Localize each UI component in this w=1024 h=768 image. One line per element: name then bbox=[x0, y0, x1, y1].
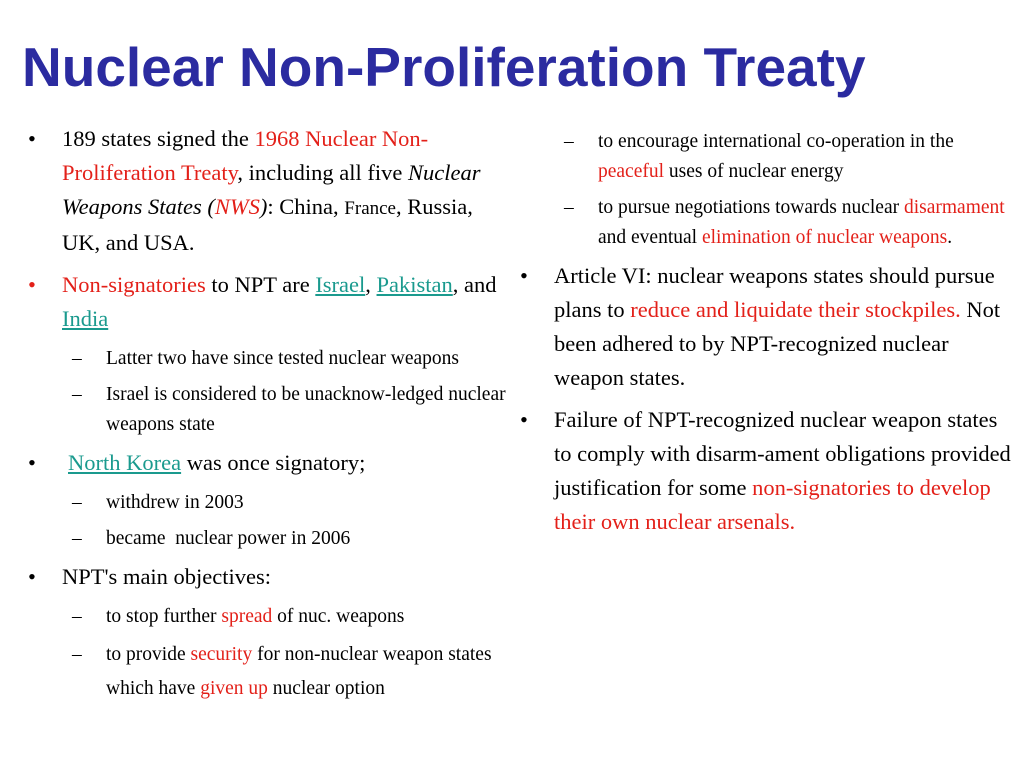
security-word: security bbox=[190, 644, 253, 665]
text: became nuclear power in 2006 bbox=[106, 528, 351, 549]
sub-bullet-security bbox=[28, 638, 508, 706]
sub-marker: – bbox=[72, 528, 82, 549]
develop-phrase: non-signatories to develop their own nuclear arsenals. bbox=[554, 475, 991, 534]
sub-bullet-withdrew bbox=[28, 488, 508, 518]
peaceful-word: peaceful bbox=[598, 161, 665, 182]
israel-link[interactable]: Israel bbox=[315, 272, 366, 297]
sub-marker: – bbox=[72, 492, 82, 513]
pakistan-link[interactable]: Pakistan bbox=[376, 272, 453, 297]
sub-bullet-disarmament bbox=[520, 193, 1015, 253]
text: to stop further bbox=[106, 606, 222, 627]
bullet-failure bbox=[520, 403, 1015, 539]
sub-marker: – bbox=[72, 384, 82, 405]
sub-bullet-israel bbox=[28, 380, 508, 440]
bullet-signatories bbox=[28, 122, 508, 260]
sub-marker: – bbox=[72, 606, 82, 627]
sub-bullet-tested bbox=[28, 344, 508, 374]
right-column bbox=[520, 127, 1015, 547]
non-signatories-label: Non-signatories bbox=[62, 272, 206, 297]
text: . bbox=[947, 227, 953, 248]
north-korea-link[interactable]: North Korea bbox=[68, 450, 182, 475]
text: 189 states signed the bbox=[62, 126, 255, 151]
text: : China, bbox=[267, 194, 345, 219]
text: , Russia, UK, and USA. bbox=[62, 194, 473, 255]
sub-marker: – bbox=[72, 348, 82, 369]
bullet-marker: • bbox=[28, 564, 36, 589]
sub-bullet-cooperation bbox=[520, 127, 1015, 187]
text: withdrew in 2003 bbox=[106, 492, 244, 513]
left-column bbox=[28, 122, 508, 712]
france-text: France bbox=[344, 198, 396, 219]
sub-bullet-spread bbox=[28, 602, 508, 632]
given-up-word: given up bbox=[200, 678, 268, 699]
text: and eventual bbox=[598, 227, 702, 248]
text: to provide bbox=[106, 644, 191, 665]
bullet-marker: • bbox=[520, 263, 528, 288]
elimination-phrase: elimination of nuclear weapons bbox=[701, 227, 948, 248]
bullet-objectives bbox=[28, 560, 508, 594]
reduce-phrase: reduce and liquidate their stockpiles. bbox=[630, 297, 961, 322]
text: was once signatory; bbox=[181, 450, 366, 475]
bullet-marker: • bbox=[28, 126, 36, 151]
slide-title: Nuclear Non-Proliferation Treaty bbox=[22, 36, 866, 98]
bullet-north-korea bbox=[28, 446, 508, 480]
bullet-marker: • bbox=[28, 450, 36, 475]
text: Israel is considered to be unacknow-ledged nuclear weapons state bbox=[106, 384, 506, 435]
bullet-marker: • bbox=[28, 272, 36, 297]
spread-word: spread bbox=[221, 606, 273, 627]
sub-marker: – bbox=[72, 644, 82, 665]
text: Failure of NPT-recognized nuclear weapon states to comply with disarm-ament obligations provided justification for some bbox=[554, 407, 1011, 500]
nws-abbr: NWS bbox=[214, 194, 260, 219]
text: Latter two have since tested nuclear weapons bbox=[106, 348, 460, 369]
nws-term: Nuclear Weapons States ( bbox=[62, 160, 481, 219]
text: , including all five bbox=[237, 160, 408, 185]
text: , bbox=[365, 272, 377, 297]
text: to NPT are bbox=[205, 272, 316, 297]
disarmament-word: disarmament bbox=[903, 197, 1005, 218]
text: Not been adhered to by NPT-recognized nuclear weapon states. bbox=[554, 297, 1001, 390]
text: for non-nuclear weapon states which have bbox=[106, 644, 492, 699]
text: Article VI: nuclear weapons states should pursue plans to bbox=[554, 263, 995, 322]
text: NPT's main objectives: bbox=[62, 564, 272, 589]
bullet-non-signatories bbox=[28, 268, 508, 336]
bullet-marker: • bbox=[520, 407, 528, 432]
text: ) bbox=[259, 194, 268, 219]
text: of nuc. weapons bbox=[272, 606, 405, 627]
text: to pursue negotiations towards nuclear bbox=[598, 197, 904, 218]
india-link[interactable]: India bbox=[62, 306, 109, 331]
text: uses of nuclear energy bbox=[664, 161, 844, 182]
sub-bullet-nuclear-power bbox=[28, 524, 508, 554]
text: to encourage international co-operation in the bbox=[598, 131, 954, 152]
text: nuclear option bbox=[267, 678, 385, 699]
sub-marker: – bbox=[564, 197, 574, 218]
treaty-name: 1968 Nuclear Non-Proliferation Treaty bbox=[62, 126, 429, 185]
bullet-article-vi bbox=[520, 259, 1015, 395]
sub-marker: – bbox=[564, 131, 574, 152]
text: , and bbox=[452, 272, 497, 297]
